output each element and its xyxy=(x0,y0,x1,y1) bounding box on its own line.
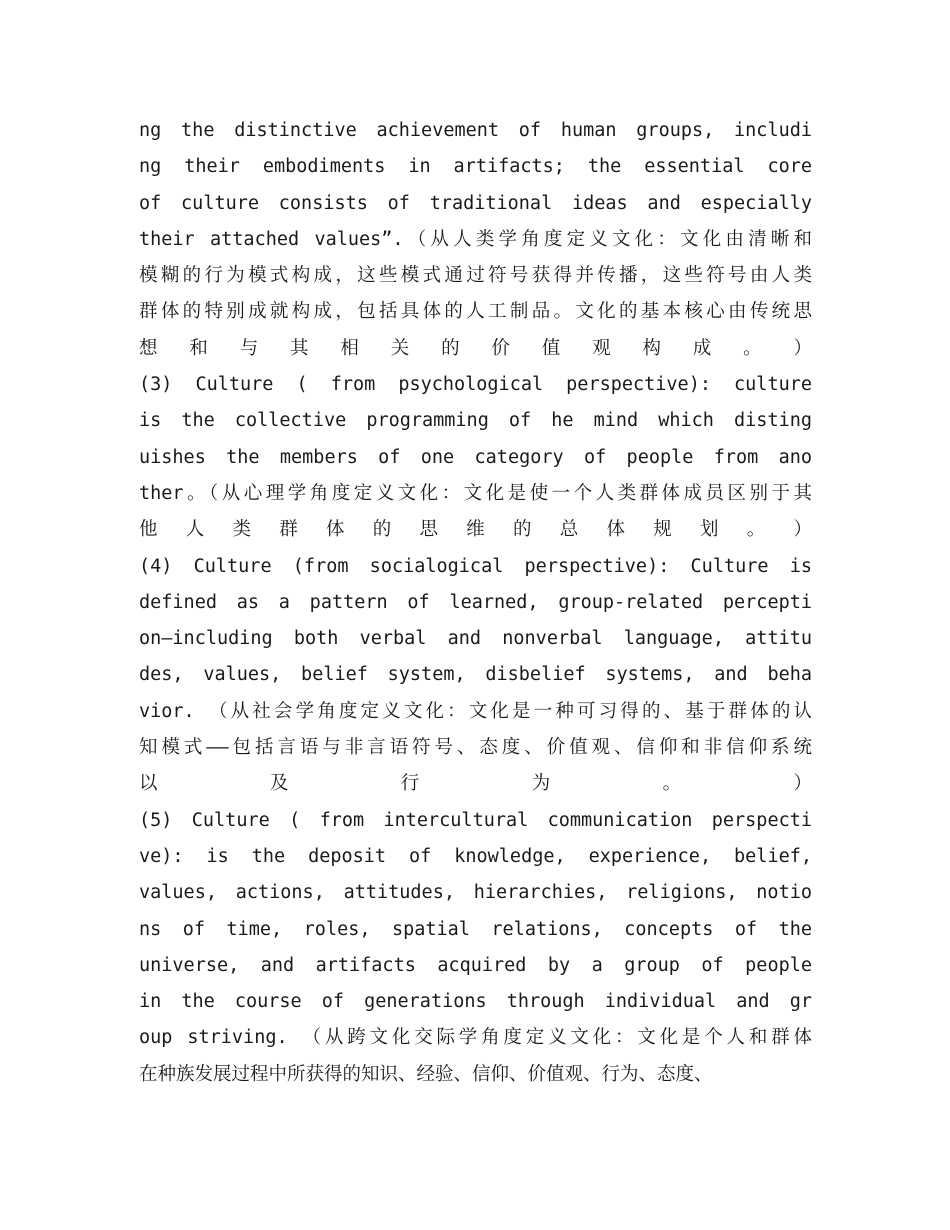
text-line: 群体的特别成就构成，包括具体的人工制品。文化的基本核心由传统思 xyxy=(139,301,812,323)
text-line: ns of time, roles, spatial relations, concepts of the xyxy=(139,918,812,940)
text-line: uishes the members of one category of people from ano xyxy=(139,446,812,468)
text-line: vior. （从社会学角度定义文化：文化是一种可习得的、基于群体的认 xyxy=(139,700,812,722)
text-line: of culture consists of traditional ideas and especially xyxy=(139,192,812,214)
text-line: 想 和 与 其 相 关 的 价 值 观 构 成 。 ） xyxy=(139,337,812,359)
text-line: 在种族发展过程中所获得的知识、经验、信仰、价值观、行为、态度、 xyxy=(139,1063,713,1085)
text-line: is the collective programming of he mind which disting xyxy=(139,410,812,432)
text-line: des, values, belief system, disbelief systems, and beha xyxy=(139,664,812,686)
text-line: ng the distinctive achievement of human groups, includi xyxy=(139,120,812,141)
text-line: values, actions, attitudes, hierarchies, religions, notio xyxy=(139,882,812,904)
text-line: their attached values”.（从人类学角度定义文化：文化由清晰和 xyxy=(139,228,812,250)
text-line: ther。（从心理学角度定义文化：文化是使一个人类群体成员区别于其 xyxy=(139,482,812,504)
text-line: universe, and artifacts acquired by a group of people xyxy=(139,954,812,976)
text-line: (3) Culture ( from psychological perspective): culture xyxy=(139,374,812,396)
text-line: oup striving. （从跨文化交际学角度定义文化：文化是个人和群体 xyxy=(139,1027,812,1049)
text-line: in the course of generations through individual and gr xyxy=(139,991,812,1013)
text-line: 知模式——包括言语与非言语符号、态度、价值观、信仰和非信仰系统 xyxy=(139,737,812,759)
text-line: ve): is the deposit of knowledge, experience, belief, xyxy=(139,845,812,867)
text-line: (4) Culture (from socialogical perspective): Culture is xyxy=(139,555,812,577)
text-line: (5) Culture ( from intercultural communication perspecti xyxy=(139,809,812,831)
text-line: 他 人 类 群 体 的 思 维 的 总 体 规 划 。 ） xyxy=(139,519,812,541)
text-line: defined as a pattern of learned, group-related percepti xyxy=(139,591,812,613)
body-text xyxy=(139,113,812,1093)
text-line: 以 及 行 为 。 ） xyxy=(139,773,812,795)
text-line: 模糊的行为模式构成，这些模式通过符号获得并传播，这些符号由人类 xyxy=(139,265,812,287)
text-line: on—including both verbal and nonverbal language, attitu xyxy=(139,628,812,650)
text-line: ng their embodiments in artifacts; the essential core xyxy=(139,156,812,178)
